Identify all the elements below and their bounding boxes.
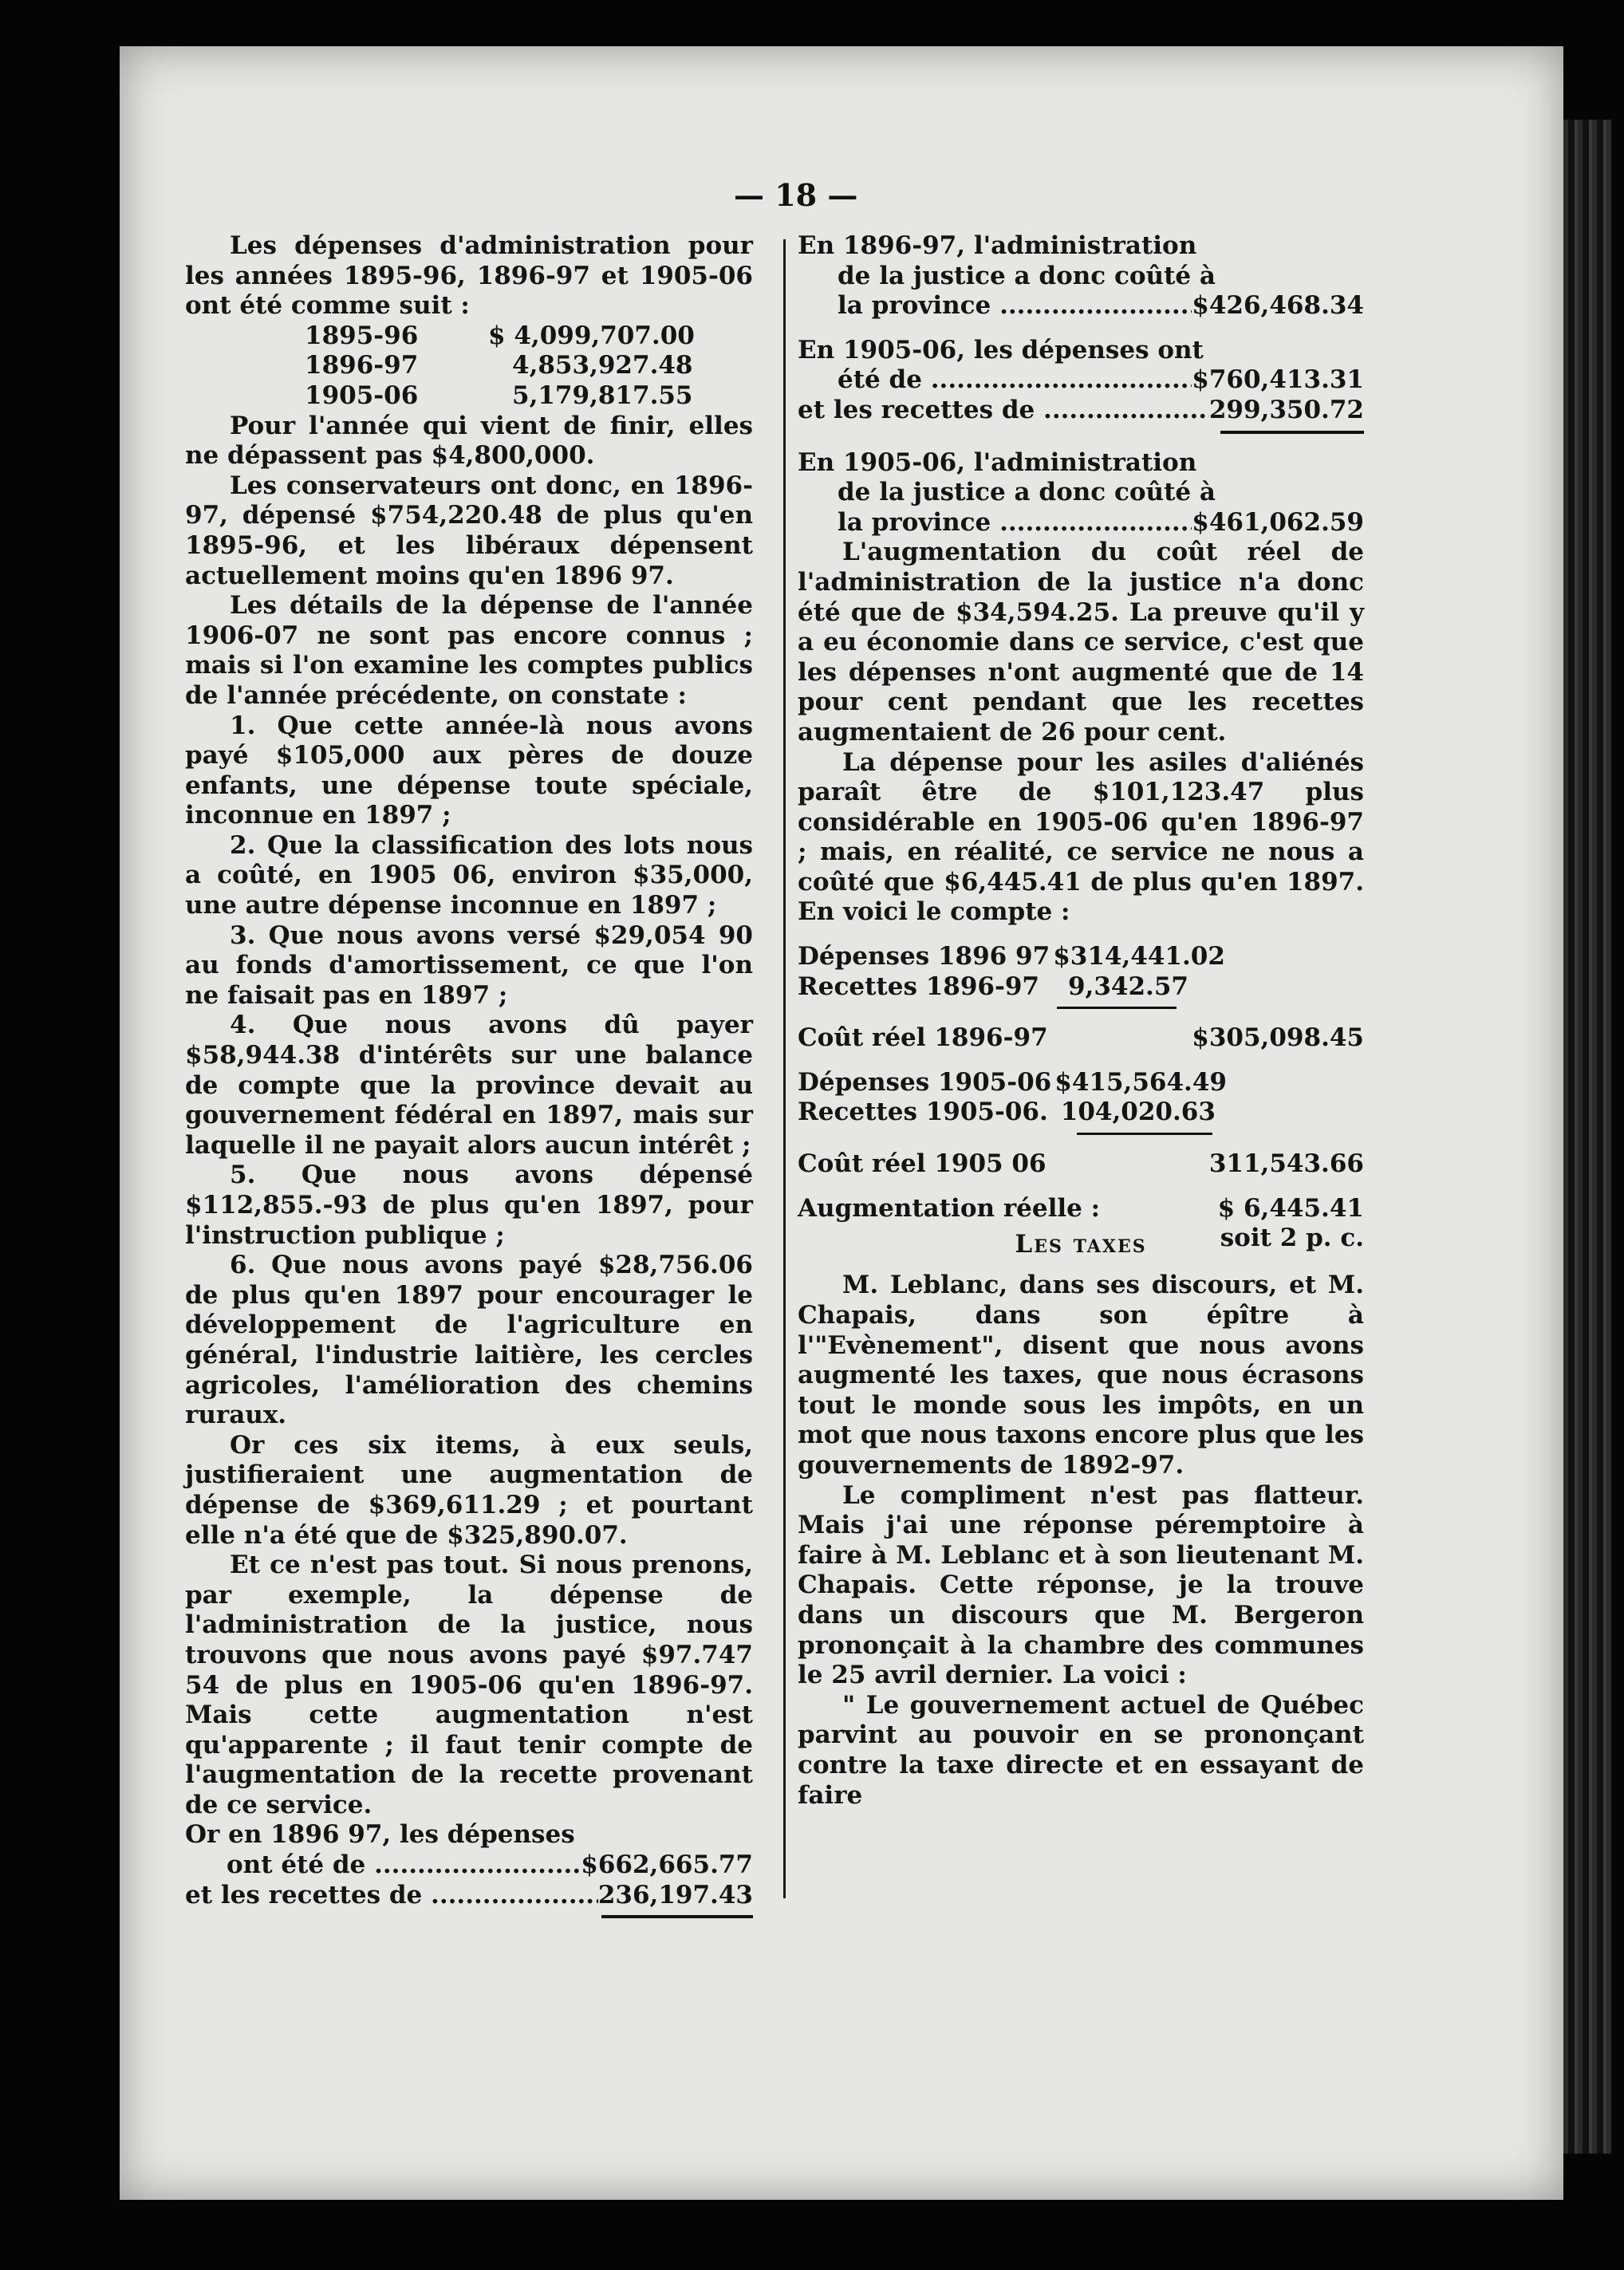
paragraph: En 1896-97, l'administration [798, 231, 1197, 260]
account-value: $ 6,445.41 [1217, 1193, 1364, 1223]
list-item: 6. Que nous avons payé $28,756.06 de plus qu'en 1897 pour encourager le développement de l'agriculture en général, l'industrie laitière, les cercles agricoles, l'amélioration des chemins ruraux. [185, 1251, 753, 1430]
leader-label: ont été de ..... [227, 1850, 581, 1881]
leader-value: $662,665.77 [581, 1850, 753, 1880]
leader-label: et les recettes de ..... [185, 1881, 598, 1911]
account-row [798, 942, 1268, 972]
page-number: — 18 — [734, 177, 858, 213]
left-column [185, 231, 753, 1918]
paragraph: Le compliment n'est pas flatteur. Mais j'ai une réponse péremptoire à faire à M. Leblanc et à son lieutenant M. Chapais. Cette réponse, je la trouve dans un discours que M. Bergeron prononçait à la chambre des communes le 25 avril dernier. La voici : [798, 1480, 1364, 1690]
quotation: " Le gouvernement actuel de Québec parvint au pouvoir en se prononçant contre la taxe directe et en essayant de faire [798, 1690, 1364, 1810]
table-row [305, 381, 753, 412]
leader-line [798, 508, 1364, 538]
expense-table [185, 321, 753, 412]
leader-value: $426,468.34 [1192, 291, 1364, 321]
paragraph: Et ce n'est pas tout. Si nous prenons, par exemple, la dépense de l'administration de la justice, nous trouvons que nous avons payé $97.747 54 de plus en 1905-06 qu'en 1896-97. Mais cette augmentation n'est qu'apparente ; il faut tenir compte de l'augmentation de la recette provenant de ce service. [185, 1551, 753, 1819]
paragraph: de la justice a donc coûté à [838, 478, 1216, 507]
sum-rule [601, 1915, 753, 1918]
paragraph: Les détails de la dépense de l'année 1906-07 ne sont pas encore connus ; mais si l'on examine les comptes publics de l'année précédente, on constate : [185, 591, 753, 710]
account-value: 104,020.63 [1060, 1098, 1216, 1127]
page-edge-shadow [1563, 120, 1611, 2154]
leader-line [798, 291, 1364, 321]
table-amount: 4,853,927.48 [512, 351, 693, 380]
paragraph: M. Leblanc, dans ses discours, et M. Chapais, dans son épître à l'"Evènement", disent que nous avons augmenté les taxes, que nous écrasons tout le monde sous les impôts, en un mot que nous taxons encore plus que les gouvernements de 1892-97. [798, 1271, 1364, 1480]
table-amount: $ 4,099,707.00 [488, 321, 695, 350]
leader-value: $760,413.31 [1192, 365, 1364, 395]
account-value: $314,441.02 [1053, 942, 1225, 971]
account-label: Recettes 1905-06. [798, 1098, 1048, 1127]
right-column [798, 231, 1364, 1811]
paragraph: Or en 1896 97, les dépenses [185, 1820, 575, 1850]
leader-value: 299,350.72 [1208, 395, 1364, 424]
column-divider [783, 239, 786, 1898]
account-row [798, 1098, 1268, 1128]
leader-line [798, 365, 1364, 396]
table-year: 1905-06 [305, 380, 419, 410]
account-row [798, 1149, 1364, 1180]
list-item: 5. Que nous avons dépensé $112,855.-93 de plus qu'en 1897, pour l'instruction publique ; [185, 1161, 753, 1250]
leader-line [185, 1850, 753, 1881]
account-value: $305,098.45 [1192, 1023, 1364, 1053]
paragraph: La dépense pour les asiles d'aliénés paraît être de $101,123.47 plus considérable en 1905-06 qu'en 1896-97 ; mais, en réalité, ce service ne nous a coûté que $6,445.41 de plus qu'en 1897. En voici le compte : [798, 747, 1364, 927]
account-value: $415,564.49 [1054, 1067, 1227, 1097]
leader-label: été de ..... [838, 365, 1192, 396]
leader-value: 236,197.43 [597, 1880, 753, 1909]
account-label: Recettes 1896-97 [798, 971, 1039, 1001]
account-row [798, 1194, 1364, 1224]
section-heading: Les taxes [1015, 1229, 1147, 1259]
paragraph: En 1905-06, les dépenses ont [798, 335, 1204, 365]
table-year: 1896-97 [305, 351, 419, 380]
paragraph: Pour l'année qui vient de finir, elles ne dépassent pas $4,800,000. [185, 411, 753, 471]
account-label: Augmentation réelle : [798, 1193, 1101, 1223]
account-label: Dépenses 1905-06 [798, 1067, 1052, 1097]
account-row [798, 1068, 1268, 1098]
account-row [798, 972, 1268, 1003]
asylum-account [798, 942, 1364, 1254]
account-value: 9,342.57 [1067, 971, 1188, 1001]
list-item: 4. Que nous avons dû payer $58,944.38 d'intérêts sur une balance de compte que la province devait au gouvernement fédéral en 1897, mais sur laquelle il ne payait alors aucun intérêt ; [185, 1011, 753, 1160]
leader-line [185, 1881, 753, 1911]
paragraph: En 1905-06, l'administration [798, 447, 1197, 477]
leader-label: la province ..... [838, 508, 1192, 538]
paragraph-intro: Les dépenses d'administration pour les années 1895-96, 1896-97 et 1905-06 ont été comme suit : [185, 231, 753, 321]
account-row [798, 1023, 1364, 1054]
list-item: 3. Que nous avons versé $29,054 90 au fonds d'amortissement, ce que l'on ne faisait pas en 1897 ; [185, 920, 753, 1010]
account-percent: soit 2 p. c. [1220, 1224, 1364, 1253]
leader-value: $461,062.59 [1192, 507, 1364, 537]
paragraph: de la justice a donc coûté à [838, 261, 1216, 290]
leader-label: et les recettes de ..... [798, 396, 1209, 426]
account-value: 311,543.66 [1208, 1149, 1364, 1179]
list-item: 2. Que la classification des lots nous a coûté, en 1905 06, environ $35,000, une autre dépense inconnue en 1897 ; [185, 830, 753, 920]
leader-line [798, 396, 1364, 426]
paragraph: L'augmentation du coût réel de l'administration de la justice n'a donc été que de $34,594.25. La preuve qu'il y a eu économie dans ce service, c'est que les dépenses n'ont augmenté que de 14 pour cent pendant que les recettes augmentaient de 26 pour cent. [798, 538, 1364, 747]
account-label: Coût réel 1896-97 [798, 1023, 1048, 1053]
table-amount: 5,179,817.55 [512, 380, 693, 410]
paragraph: Les conservateurs ont donc, en 1896-97, dépensé $754,220.48 de plus qu'en 1895-96, et les libéraux dépensent actuellement moins qu'en 1896 97. [185, 471, 753, 590]
paragraph: Or ces six items, à eux seuls, justifieraient une augmentation de dépense de $369,611.29 ; et pourtant elle n'a été que de $325,890.07. [185, 1430, 753, 1550]
leader-label: la province ..... [838, 291, 1192, 321]
list-item: 1. Que cette année-là nous avons payé $105,000 aux pères de douze enfants, une dépense toute spéciale, inconnue en 1897 ; [185, 711, 753, 830]
account-label: Coût réel 1905 06 [798, 1149, 1047, 1179]
table-year: 1895-96 [305, 321, 419, 350]
account-label: Dépenses 1896 97 [798, 942, 1050, 971]
table-row [305, 321, 753, 352]
table-row [305, 351, 753, 381]
